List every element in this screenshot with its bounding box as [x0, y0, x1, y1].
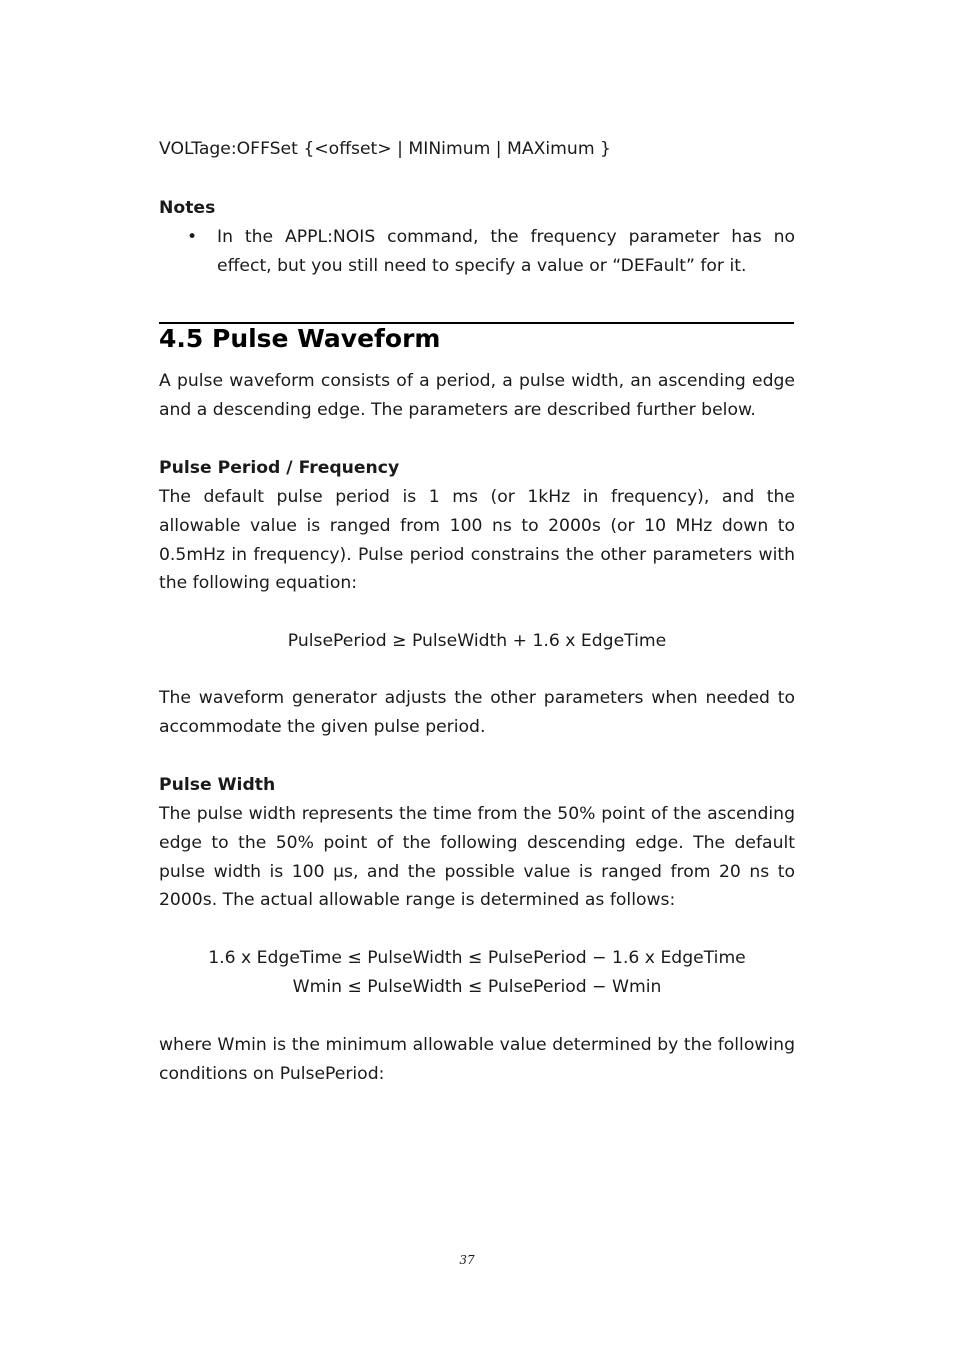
pulse-width-heading: Pulse Width [159, 775, 276, 795]
list-item [159, 223, 795, 281]
pulse-width-text: The pulse width represents the time from the 50% point of the ascending edge to the 50% point of the following descending edge. The default pulse width is 100 μs, and the possible value is ranged from 20 ns to 2000s. The actual allowable range is determined as follows: [159, 804, 795, 911]
note-text: In the APPL:NOIS command, the frequency parameter has no effect, but you still need to specify a value or “DEFault” for it. [217, 227, 795, 276]
section-intro: A pulse waveform consists of a period, a pulse width, an ascending edge and a descending edge. The parameters are described further below. [159, 371, 795, 420]
section-title: 4.5 Pulse Waveform [159, 324, 441, 353]
pulse-width-equation-2: Wmin ≤ PulseWidth ≤ PulsePeriod − Wmin [292, 977, 662, 997]
pulse-period-after: The waveform generator adjusts the other parameters when needed to accommodate the given pulse period. [159, 688, 795, 737]
notes-heading: Notes [159, 198, 216, 218]
bullet-icon: • [187, 227, 198, 247]
notes-list [159, 223, 795, 281]
page-number: 37 [459, 1253, 475, 1267]
command-syntax: VOLTage:OFFSet {<offset> | MINimum | MAXimum } [159, 139, 611, 159]
pulse-period-equation: PulsePeriod ≥ PulseWidth + 1.6 x EdgeTime [287, 631, 667, 651]
pulse-width-after: where Wmin is the minimum allowable value determined by the following conditions on PulsePeriod: [159, 1035, 795, 1084]
pulse-width-equation-1: 1.6 x EdgeTime ≤ PulseWidth ≤ PulsePeriod − 1.6 x EdgeTime [208, 948, 746, 968]
pulse-period-text: The default pulse period is 1 ms (or 1kHz in frequency), and the allowable value is ranged from 100 ns to 2000s (or 10 MHz down to 0.5mHz in frequency). Pulse period constrains the other parameters with the following equation: [159, 487, 795, 594]
pulse-period-heading: Pulse Period / Frequency [159, 458, 400, 478]
